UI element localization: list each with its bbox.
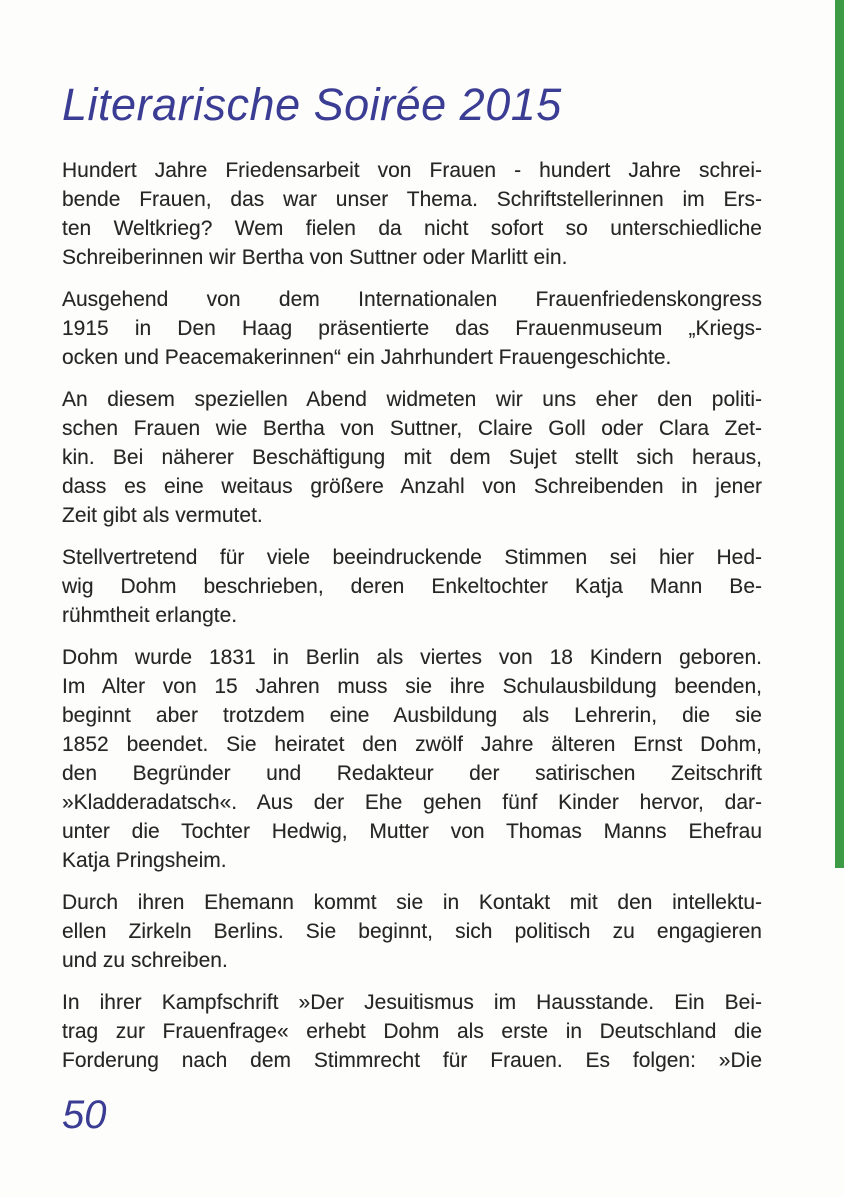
text-line: den Begründer und Redakteur der satirischen Zeitschrift — [62, 761, 762, 785]
text-line: rühmtheit erlangte. — [62, 603, 238, 627]
text-line: Ausgehend von dem Internationalen Frauenfriedenskongress — [62, 287, 762, 311]
text-line: Hundert Jahre Friedensarbeit von Frauen - hundert Jahre schrei- — [62, 158, 762, 182]
text-line: Dohm wurde 1831 in Berlin als viertes von 18 Kindern geboren. — [62, 645, 762, 669]
text-line: Zeit gibt als vermutet. — [62, 503, 263, 527]
text-line: trag zur Frauenfrage« erhebt Dohm als erste in Deutschland die — [62, 1019, 762, 1043]
text-line: beginnt aber trotzdem eine Ausbildung als Lehrerin, die sie — [62, 703, 762, 727]
paragraph — [62, 285, 762, 372]
text-line: 1915 in Den Haag präsentierte das Frauenmuseum „Kriegs- — [62, 316, 762, 340]
text-line: und zu schreiben. — [62, 948, 228, 972]
text-line: unter die Tochter Hedwig, Mutter von Thomas Manns Ehefrau — [62, 819, 762, 843]
paragraph — [62, 385, 762, 530]
paragraph — [62, 643, 762, 875]
page-number: 50 — [62, 1092, 107, 1137]
text-line: Stellvertretend für viele beeindruckende Stimmen sei hier Hed- — [62, 545, 762, 569]
text-line: In ihrer Kampfschrift »Der Jesuitismus im Hausstande. Ein Bei- — [62, 990, 762, 1014]
text-line: An diesem speziellen Abend widmeten wir uns eher den politi- — [62, 387, 762, 411]
page-edge-stripe — [835, 0, 844, 868]
text-line: »Kladderadatsch«. Aus der Ehe gehen fünf Kinder hervor, dar- — [62, 790, 762, 814]
paragraph — [62, 156, 762, 272]
page-title: Literarische Soirée 2015 — [62, 79, 562, 130]
text-line: bende Frauen, das war unser Thema. Schriftstellerinnen im Ers- — [62, 187, 762, 211]
text-line: schen Frauen wie Bertha von Suttner, Claire Goll oder Clara Zet- — [62, 416, 762, 440]
text-line: Katja Pringsheim. — [62, 848, 227, 872]
text-line: Durch ihren Ehemann kommt sie in Kontakt mit den intellektu- — [62, 890, 762, 914]
text-line: ocken und Peacemakerinnen“ ein Jahrhundert Frauengeschichte. — [62, 345, 672, 369]
body-text — [62, 156, 762, 1075]
text-line: kin. Bei näherer Beschäftigung mit dem Sujet stellt sich heraus, — [62, 445, 762, 469]
text-line: 1852 beendet. Sie heiratet den zwölf Jahre älteren Ernst Dohm, — [62, 732, 762, 756]
text-line: Schreiberinnen wir Bertha von Suttner oder Marlitt ein. — [62, 245, 568, 269]
paragraph — [62, 988, 762, 1075]
text-line: dass es eine weitaus größere Anzahl von Schreibenden in jener — [62, 474, 762, 498]
text-line: wig Dohm beschrieben, deren Enkeltochter Katja Mann Be- — [62, 574, 762, 598]
text-line: Im Alter von 15 Jahren muss sie ihre Schulausbildung beenden, — [62, 674, 762, 698]
text-line: Forderung nach dem Stimmrecht für Frauen. Es folgen: »Die — [62, 1048, 762, 1072]
text-line: ellen Zirkeln Berlins. Sie beginnt, sich politisch zu engagieren — [62, 919, 762, 943]
text-line: ten Weltkrieg? Wem fielen da nicht sofort so unterschiedliche — [62, 216, 762, 240]
paragraph — [62, 543, 762, 630]
paragraph — [62, 888, 762, 975]
